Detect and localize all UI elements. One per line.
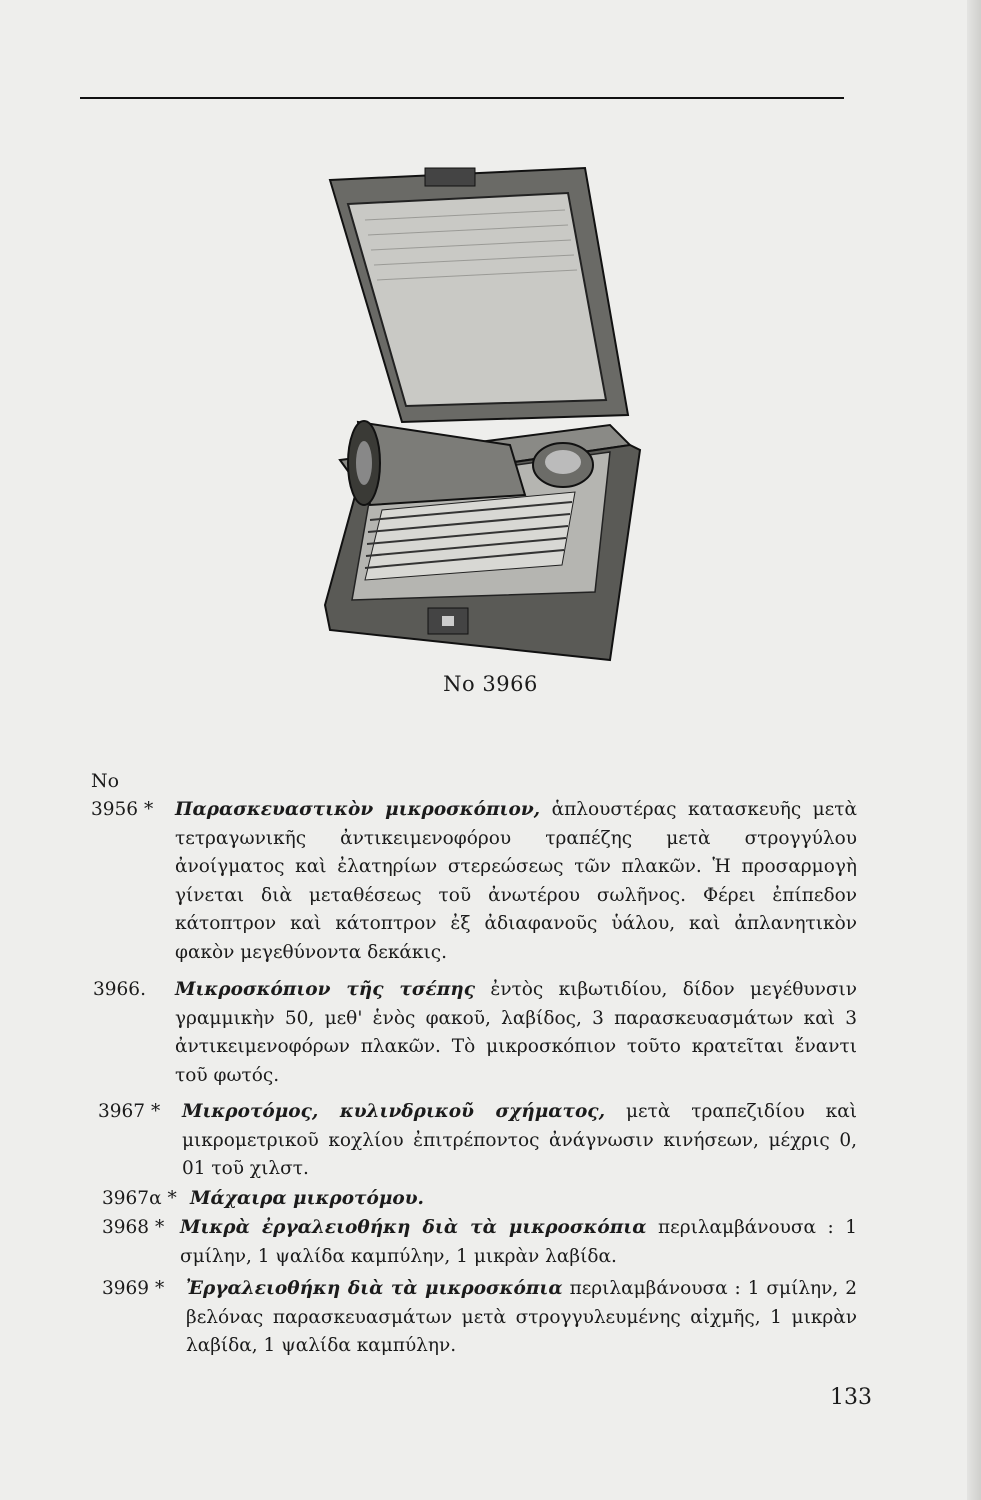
entry-number: 3967α *	[102, 1188, 177, 1209]
page-number: 133	[830, 1385, 872, 1410]
entry-body: περιλαμβάνουσα : 1 σμίλην, 1 ψαλίδα καμπύλην, 1 μικρὰν λαβίδα.	[180, 1217, 857, 1267]
header-rule	[80, 97, 844, 99]
microscope-case-illustration	[310, 160, 650, 665]
entry-number: 3968 *	[102, 1217, 165, 1238]
entry-body: ἁπλουστέρας κατασκευῆς μετὰ τετραγωνικῆς ἀντικειμενοφόρου τραπέζης μετὰ στρογγύλου ἀνοίγματος καὶ ἐλατηρίων στερεώσεως τῶν πλακῶν. Ἡ προσαρμογὴ γίνεται διὰ μεταθέσεως τοῦ ἀνωτέρου σωλῆνος. Φέρει ἐπίπεδον κάτοπτρον καὶ κάτοπτρον ἐξ ἀδιαφανοῦς ὑάλου, καὶ ἀπλανητικὸν φακὸν μεγεθύνοντα δεκάκις.	[175, 799, 857, 963]
page-edge	[967, 0, 981, 1500]
entry-title: Μάχαιρα μικροτόμου.	[190, 1188, 424, 1209]
figure-caption: No 3966	[443, 672, 538, 696]
catalog-entry	[91, 976, 857, 1090]
catalog-entry	[102, 1214, 857, 1271]
entry-body: μετὰ τραπεζιδίου καὶ μικρομετρικοῦ κοχλίου ἐπιτρέποντος ἀνάγνωσιν κινήσεων, μέχρις 0, 01 τοῦ χιλστ.	[182, 1101, 857, 1179]
entry-number: 3969 *	[102, 1278, 165, 1299]
catalog-entry	[102, 1275, 857, 1361]
catalog-entry	[98, 1098, 857, 1184]
catalog-entry	[91, 796, 857, 967]
entry-body: ἐντὸς κιβωτιδίου, δίδον μεγέθυνσιν γραμμικὴν 50, μεθ' ἑνὸς φακοῦ, λαβίδος, 3 παρασκευασμάτων καὶ 3 ἀντικειμενοφόρων πλακῶν. Τὸ μικροσκόπιον τοῦτο κρατεῖται ἔναντι τοῦ φωτός.	[175, 979, 858, 1086]
entry-number: 3967 *	[98, 1101, 161, 1122]
entry-title: Ἐργαλειοθήκη διὰ τὰ μικροσκόπια	[186, 1278, 563, 1299]
catalog-entry	[102, 1185, 857, 1214]
entry-title: Μικροσκόπιον τῆς τσέπης	[175, 979, 476, 1000]
entry-title: Παρασκευαστικὸν μικροσκόπιον,	[175, 799, 541, 820]
entry-body: περιλαμβάνουσα : 1 σμίλην, 2 βελόνας παρασκευασμάτων μετὰ στρογγυλευμένης αἰχμῆς, 1 μικρὰν λαβίδα, 1 ψαλίδα καμπύλην.	[186, 1278, 857, 1356]
entry-number: 3956 *	[91, 799, 154, 820]
entry-title: Μικρὰ ἐργαλειοθήκη διὰ τὰ μικροσκόπια	[180, 1217, 647, 1238]
entry-title: Μικροτόμος, κυλινδρικοῦ σχήματος,	[182, 1101, 606, 1122]
number-column-header: No	[91, 770, 120, 792]
entry-number: 3966.	[93, 979, 146, 1000]
